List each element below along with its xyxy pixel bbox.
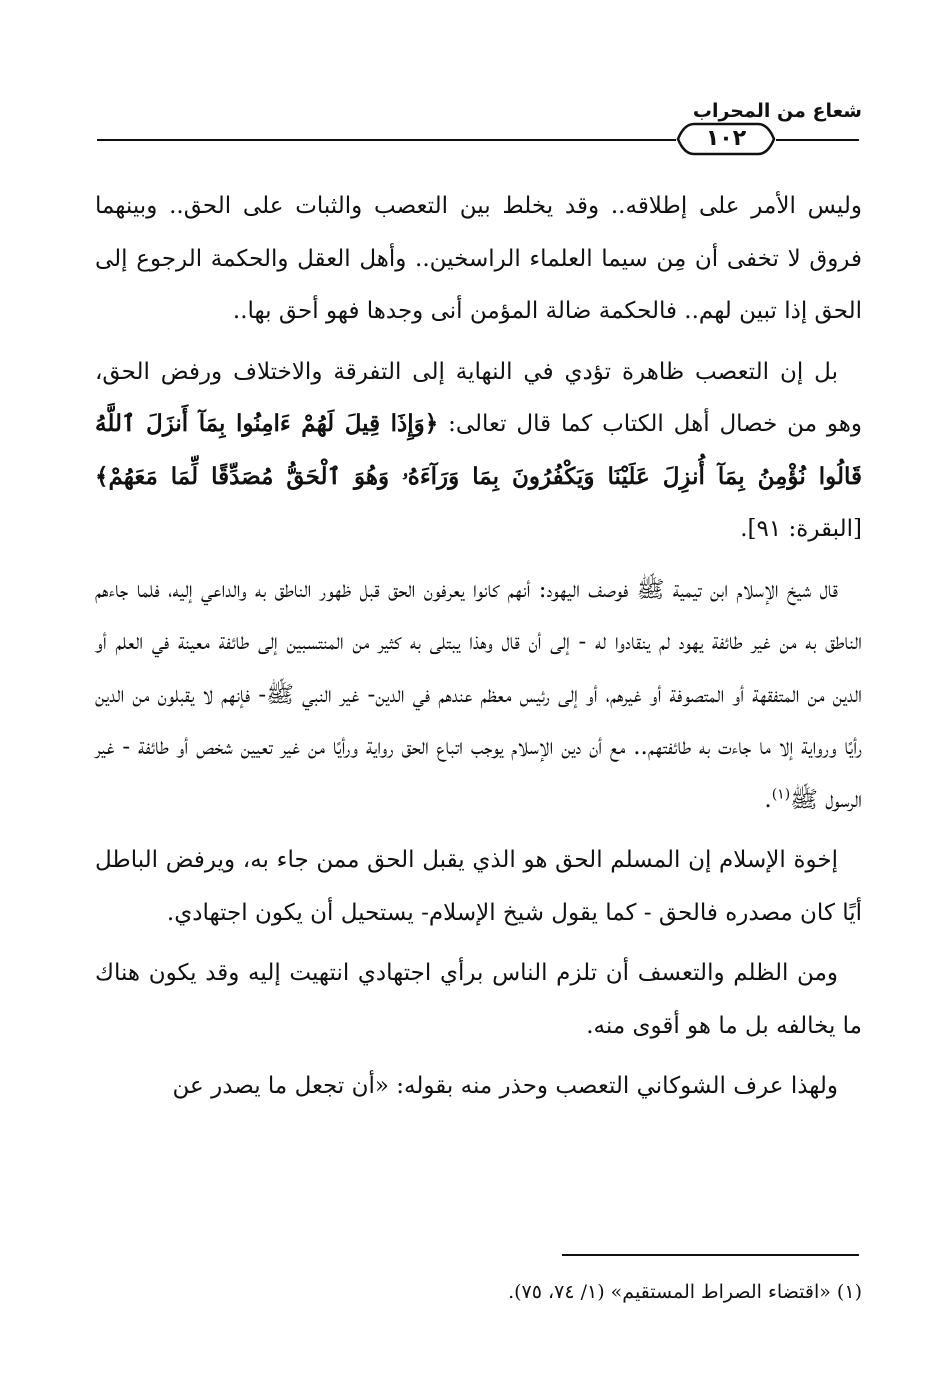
paragraph-1: وليس الأمر على إطلاقه.. وقد يخلط بين التعصب والثبات على الحق.. وبينهما فروق لا تخفى أن مِن سيما العلماء الراسخين.. وأهل العقل والحكمة الرجوع إلى الحق إذا تبين لهم.. فالحكمة ضالة المؤمن أنى وجدها فهو أحق بها.. bbox=[95, 193, 862, 324]
page-number: ١٠٢ bbox=[705, 126, 747, 151]
paragraph-3 bbox=[95, 564, 862, 827]
paragraph-3-end: . bbox=[764, 786, 772, 813]
paragraph-2-intro: بل إن التعصب ظاهرة تؤدي في النهاية إلى التفرقة والاختلاف ورفض الحق، وهو من خصال أهل الكتاب كما قال تعالى: bbox=[95, 358, 862, 437]
paragraph-2 bbox=[95, 346, 862, 556]
paragraph-5: ومن الظلم والتعسف أن تلزم الناس برأي اجتهادي انتهيت إليه وقد يكون هناك ما يخالفه بل ما هو أقوى منه. bbox=[95, 960, 862, 1039]
paragraph-6: ولهذا عرف الشوكاني التعصب وحذر منه بقوله: «أن تجعل ما يصدر عن bbox=[172, 1073, 838, 1099]
page-number-badge bbox=[676, 122, 776, 156]
footnote-1: (١) «اقتضاء الصراط المستقيم» (١/ ٧٤، ٧٥). bbox=[508, 1281, 862, 1303]
body-text bbox=[95, 180, 862, 1121]
quran-verse: ﴿وَإِذَا قِيلَ لَهُمْ ءَامِنُوا بِمَآ أَنزَلَ ٱللَّهُ قَالُوا نُؤْمِنُ بِمَآ أُنزِلَ عَلَيْنَا وَيَكْفُرُونَ بِمَا وَرَآءَهُۥ وَهُوَ ٱلْحَقُّ مُصَدِّقًا لِّمَا مَعَهُمْ﴾ bbox=[95, 410, 862, 490]
footnote-rule bbox=[562, 1254, 859, 1256]
paragraph-3-text: قال شيخ الإسلام ابن تيمية ﷺ فوصف اليهود: أنهم كانوا يعرفون الحق قبل ظهور الناطق به والداعي إليه، فلما جاءهم الناطق به من غير طائفة يهود لم ينقادوا له - إلى أن قال وهذا يبتلى به كثير من المنتسبين إلى طائفة معينة في العلم أو الدين من المتفقهة أو المتصوفة أو غيرهم، أو إلى رئيس معظم عندهم في الدين- غير النبي ﷺ- فإنهم لا يقبلون من الدين رأيًا ورواية إلا ما جاءت به طائفتهم.. مع أن دين الإسلام يوجب اتباع الحق رواية ورأيًا من غير تعيين شخص أو طائفة - غير الرسول ﷺ bbox=[95, 576, 862, 813]
quran-reference: [البقرة: ٩١]. bbox=[740, 516, 862, 542]
paragraph-4: إخوة الإسلام إن المسلم الحق هو الذي يقبل الحق ممن جاء به، ويرفض الباطل أيًا كان مصدره فالحق - كما يقول شيخ الإسلام- يستحيل أن يكون اجتهادي. bbox=[95, 847, 862, 926]
footnote-reference: (١) bbox=[771, 785, 791, 802]
running-header-title: شعاع من المحراب bbox=[692, 100, 862, 122]
